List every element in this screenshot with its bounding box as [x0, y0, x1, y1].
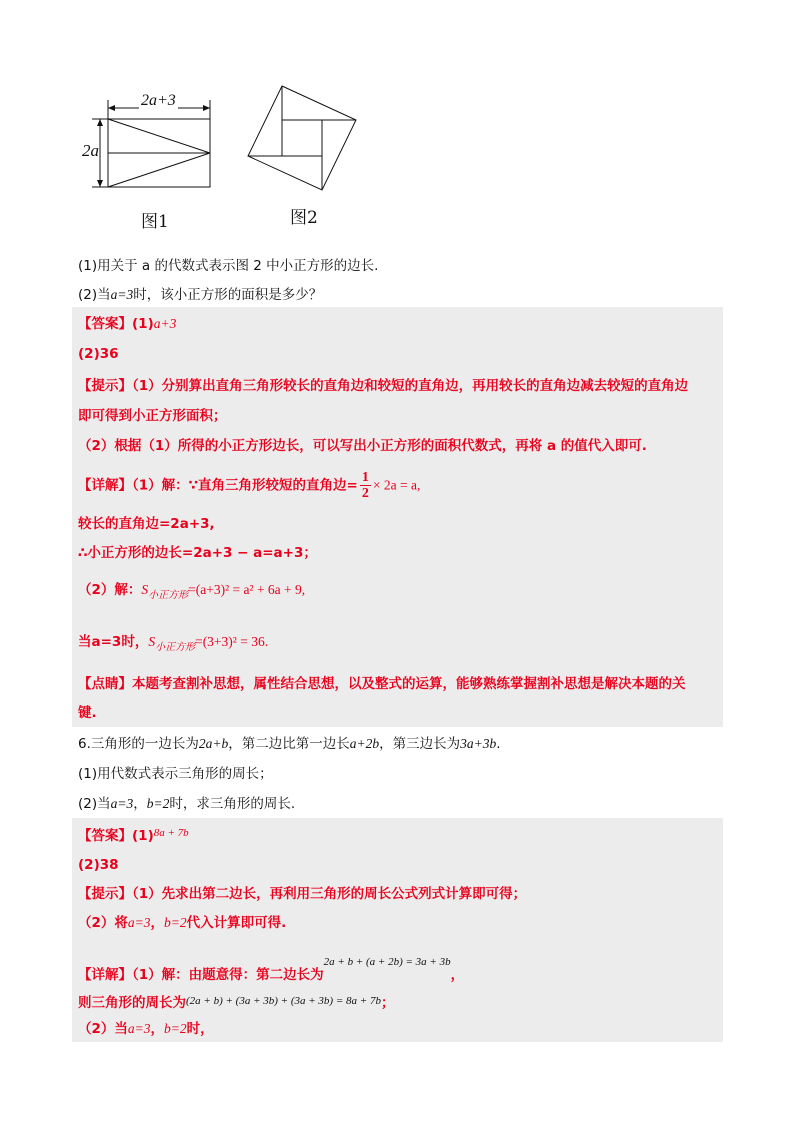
- q6-hint-2: （2）将a=3，b=2代入计算即可得.: [78, 915, 287, 931]
- q5-detail-1: 【详解】（1）解：∵直角三角形较短的直角边= $\frac{1}{2}$ × 2a = a,: [78, 470, 421, 501]
- q5-answer-2: (2)36: [78, 346, 119, 362]
- q6-detail-2: 则三角形的周长为$^{(2a + b) + (3a + 3b) + (3a + 3b) = 8a + 7b}$；: [78, 995, 395, 1011]
- q5-detail-2: 较长的直角边=2a+3,: [78, 516, 215, 532]
- q6-detail-1: 【详解】（1）解：由题意得：第二边长为$^{2a + b + (a + 2b) = 3a + 3b}$，: [78, 956, 465, 983]
- figure-2: [244, 82, 360, 194]
- q5-comment-1: 【点睛】本题考查割补思想，属性结合思想，以及整式的运算，能够熟练掌握割补思想是解决本题的关: [78, 676, 686, 692]
- q6-sub2: (2)当a=3，b=2时，求三角形的周长.: [78, 796, 296, 812]
- q6-answer-2: (2)38: [78, 857, 119, 873]
- q5-sub2: (2)当a=3时，该小正方形的面积是多少？: [78, 287, 323, 303]
- q6-hint-1: 【提示】（1）先求出第二边长，再利用三角形的周长公式列式计算即可得；: [78, 886, 527, 902]
- q6-answer-1: 【答案】$(1)^{8a + 7b}$: [78, 827, 189, 844]
- q5-hint-1: 【提示】（1）分别算出直角三角形较长的直角边和较短的直角边，再用较长的直角边减去较短的直角边: [78, 378, 689, 394]
- fig1-height-label: 2a: [82, 141, 99, 160]
- q6-detail-3: （2）当a=3，b=2时，: [78, 1021, 214, 1037]
- q5-detail-3: ∴小正方形的边长=2a+3 − a=a+3；: [78, 545, 317, 561]
- q5-detail-5: 当a=3时，$S_{小正方形}=(3+3)^2 = 36$.: [78, 634, 269, 653]
- fig2-caption: 图2: [290, 208, 318, 228]
- q5-hint-2: 即可得到小正方形面积；: [78, 408, 227, 424]
- q6-sub1: (1)用代数式表示三角形的周长；: [78, 766, 273, 782]
- fig1-width-label: 2a+3: [141, 92, 176, 109]
- fig1-caption: 图1: [141, 212, 169, 232]
- q6-stem: 6.三角形的一边长为2a+b，第二边比第一边长a+2b，第三边长为3a+3b.: [78, 736, 501, 752]
- q5-comment-2: 键.: [78, 705, 97, 721]
- q5-detail-4: （2）解：$S_{小正方形}=(a+3)^2 = a^2 + 6a + 9$,: [78, 582, 306, 601]
- q5-answer-1: 【答案】(1)a+3: [78, 316, 177, 332]
- q5-hint-3: （2）根据（1）所得的小正方形边长，可以写出小正方形的面积代数式，再将 a 的值代入即可.: [78, 438, 647, 454]
- q5-sub1: (1)用关于 a 的代数式表示图 2 中小正方形的边长.: [78, 258, 379, 274]
- fraction-half: $\frac{1}{2}$: [361, 470, 369, 501]
